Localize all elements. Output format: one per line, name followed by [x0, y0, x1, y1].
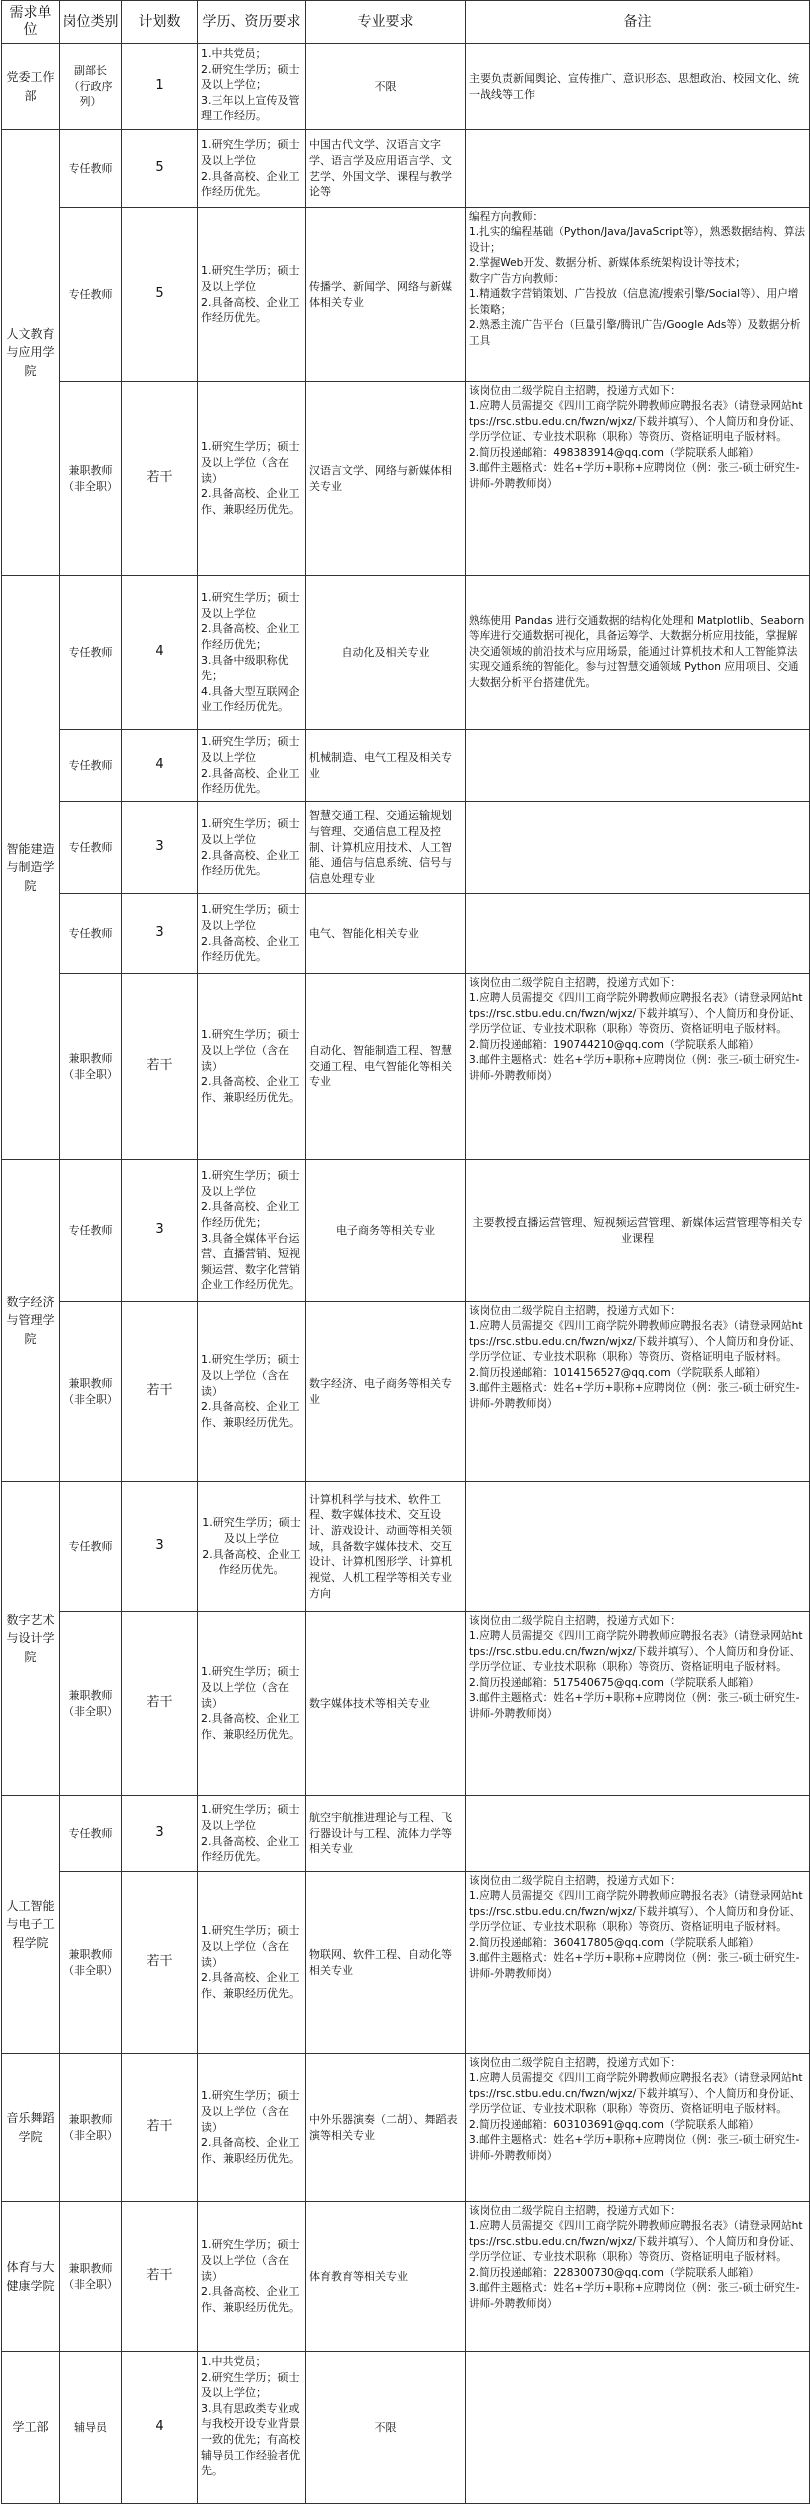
table-row	[2, 130, 810, 208]
table-row	[2, 894, 810, 974]
cell-major: 不限	[306, 2352, 466, 2504]
cell-notes: 主要教授直播运营管理、短视频运营管理、新媒体运营管理等相关专业课程	[466, 1160, 810, 1302]
cell-type: 兼职教师 （非全职）	[60, 2202, 122, 2352]
table-row	[2, 2352, 810, 2504]
cell-count: 3	[122, 802, 198, 894]
cell-major: 自动化、智能制造工程、智慧交通工程、电气智能化等相关专业	[306, 974, 466, 1160]
cell-edu: 1.研究生学历；硕士及以上学位 2.具备高校、企业工作经历优先。	[198, 730, 306, 802]
cell-edu: 1.研究生学历；硕士及以上学位（含在读） 2.具备高校、企业工作、兼职经历优先。	[198, 974, 306, 1160]
cell-type: 专任教师	[60, 208, 122, 382]
table-row	[2, 576, 810, 730]
cell-major: 智慧交通工程、交通运输规划与管理、交通信息工程及控制、计算机应用技术、人工智能、通信与信息系统、信号与信息处理专业	[306, 802, 466, 894]
cell-edu: 1.研究生学历；硕士及以上学位（含在读） 2.具备高校、企业工作、兼职经历优先。	[198, 2054, 306, 2202]
cell-notes: 该岗位由二级学院自主招聘，投递方式如下： 1.应聘人员需提交《四川工商学院外聘教师应聘报名表》（请登录网站https://rsc.stbu.edu.cn/fwzn/wjxz/下载并填写）、个人简历和身份证、学历学位证、专业技术职称（职称）等资历、资格证明电子版材料。 2.简历投递邮箱：228300730@qq.com（学院联系人邮箱） 3.邮件主题格式：姓名+学历+职称+应聘岗位（例：张三-硕士研究生-讲师-外聘教师岗）	[466, 2202, 810, 2352]
table-row	[2, 730, 810, 802]
cell-type: 兼职教师 （非全职）	[60, 1302, 122, 1482]
cell-major: 传播学、新闻学、网络与新媒体相关专业	[306, 208, 466, 382]
table-row	[2, 382, 810, 576]
cell-type: 专任教师	[60, 1482, 122, 1612]
cell-type: 专任教师	[60, 130, 122, 208]
cell-type: 专任教师	[60, 802, 122, 894]
cell-unit: 数字艺术与设计学院	[2, 1482, 60, 1796]
table-row	[2, 2054, 810, 2202]
table-row	[2, 44, 810, 130]
cell-edu: 1.研究生学历；硕士及以上学位 2.具备高校、企业工作经历优先。	[198, 1796, 306, 1872]
cell-count: 5	[122, 208, 198, 382]
cell-type: 兼职教师 （非全职）	[60, 1872, 122, 2054]
table-row	[2, 1482, 810, 1612]
cell-notes	[466, 130, 810, 208]
cell-count: 3	[122, 1796, 198, 1872]
cell-count: 若干	[122, 1872, 198, 2054]
cell-major: 数字经济、电子商务等相关专业	[306, 1302, 466, 1482]
cell-type: 专任教师	[60, 576, 122, 730]
cell-edu: 1.研究生学历；硕士及以上学位 2.具备高校、企业工作经历优先； 3.具备全媒体平台运营、直播营销、短视频运营、数字化营销企业工作经历优先。	[198, 1160, 306, 1302]
cell-notes: 该岗位由二级学院自主招聘，投递方式如下： 1.应聘人员需提交《四川工商学院外聘教师应聘报名表》（请登录网站https://rsc.stbu.edu.cn/fwzn/wjxz/下载并填写）、个人简历和身份证、学历学位证、专业技术职称（职称）等资历、资格证明电子版材料。 2.简历投递邮箱：603103691@qq.com（学院联系人邮箱） 3.邮件主题格式：姓名+学历+职称+应聘岗位（例：张三-硕士研究生-讲师-外聘教师岗）	[466, 2054, 810, 2202]
cell-count: 3	[122, 894, 198, 974]
cell-notes: 该岗位由二级学院自主招聘，投递方式如下： 1.应聘人员需提交《四川工商学院外聘教师应聘报名表》（请登录网站https://rsc.stbu.edu.cn/fwzn/wjxz/下载并填写）、个人简历和身份证、学历学位证、专业技术职称（职称）等资历、资格证明电子版材料。 2.简历投递邮箱：517540675@qq.com（学院联系人邮箱） 3.邮件主题格式：姓名+学历+职称+应聘岗位（例：张三-硕士研究生-讲师-外聘教师岗）	[466, 1612, 810, 1796]
cell-edu: 1.研究生学历；硕士及以上学位 2.具备高校、企业工作经历优先。	[198, 130, 306, 208]
cell-unit: 人文教育与应用学院	[2, 130, 60, 576]
cell-unit: 人工智能与电子工程学院	[2, 1796, 60, 2054]
cell-notes	[466, 894, 810, 974]
cell-major: 体育教育等相关专业	[306, 2202, 466, 2352]
cell-type: 专任教师	[60, 894, 122, 974]
cell-major: 自动化及相关专业	[306, 576, 466, 730]
cell-major: 航空宇航推进理论与工程、飞行器设计与工程、流体力学等相关专业	[306, 1796, 466, 1872]
cell-notes	[466, 802, 810, 894]
header-count: 计划数	[122, 1, 198, 44]
cell-notes: 该岗位由二级学院自主招聘，投递方式如下： 1.应聘人员需提交《四川工商学院外聘教师应聘报名表》（请登录网站https://rsc.stbu.edu.cn/fwzn/wjxz/下载并填写）、个人简历和身份证、学历学位证、专业技术职称（职称）等资历、资格证明电子版材料。 2.简历投递邮箱：360417805@qq.com（学院联系人邮箱） 3.邮件主题格式：姓名+学历+职称+应聘岗位（例：张三-硕士研究生-讲师-外聘教师岗）	[466, 1872, 810, 2054]
table-row	[2, 2202, 810, 2352]
cell-unit: 体育与大健康学院	[2, 2202, 60, 2352]
cell-major: 中国古代文学、汉语言文字学、语言学及应用语言学、文艺学、外国文学、课程与教学论等	[306, 130, 466, 208]
cell-edu: 1.中共党员； 2.研究生学历；硕士及以上学位； 3.具有思政类专业或与我校开设专业背景一致的优先；有高校辅导员工作经验者优先。	[198, 2352, 306, 2504]
recruitment-table	[1, 0, 810, 2504]
table-row	[2, 1612, 810, 1796]
table-row	[2, 974, 810, 1160]
header-type: 岗位类别	[60, 1, 122, 44]
header-major: 专业要求	[306, 1, 466, 44]
cell-major: 电子商务等相关专业	[306, 1160, 466, 1302]
cell-count: 4	[122, 576, 198, 730]
cell-major: 计算机科学与技术、软件工程、数字媒体技术、交互设计、游戏设计、动画等相关领域，具备数字媒体技术、交互设计、计算机图形学、计算机视觉、人机工程学等相关专业方向	[306, 1482, 466, 1612]
cell-type: 兼职教师 （非全职）	[60, 382, 122, 576]
table-row	[2, 1302, 810, 1482]
table-row	[2, 1796, 810, 1872]
cell-edu: 1.研究生学历；硕士及以上学位 2.具备高校、企业工作经历优先。	[198, 802, 306, 894]
cell-edu: 1.研究生学历；硕士及以上学位 2.具备高校、企业工作经历优先； 3.具备中级职称优先； 4.具备大型互联网企业工作经历优先。	[198, 576, 306, 730]
cell-count: 若干	[122, 1612, 198, 1796]
cell-unit: 学工部	[2, 2352, 60, 2504]
cell-major: 物联网、软件工程、自动化等相关专业	[306, 1872, 466, 2054]
cell-type: 兼职教师 （非全职）	[60, 1612, 122, 1796]
header-edu: 学历、资历要求	[198, 1, 306, 44]
header-unit: 需求单位	[2, 1, 60, 44]
cell-major: 不限	[306, 44, 466, 130]
cell-notes: 熟练使用 Pandas 进行交通数据的结构化处理和 Matplotlib、Seaborn 等库进行交通数据可视化，具备运筹学、大数据分析应用技能，掌握解决交通领域的前沿技术与应用场景，能通过计算机技术和人工智能算法实现交通系统的智能化。参与过智慧交通领域 Python 应用项目、交通大数据分析平台搭建优先。	[466, 576, 810, 730]
table-header-row	[2, 1, 810, 44]
cell-major: 数字媒体技术等相关专业	[306, 1612, 466, 1796]
cell-unit: 智能建造与制造学院	[2, 576, 60, 1160]
cell-type: 兼职教师 （非全职）	[60, 974, 122, 1160]
cell-notes: 编程方向教师： 1.扎实的编程基础（Python/Java/JavaScript等），熟悉数据结构、算法设计； 2.掌握Web开发、数据分析、新媒体系统架构设计等技术； 数字广告方向教师： 1.精通数字营销策划、广告投放（信息流/搜索引擎/Social等）、用户增长策略； 2.熟悉主流广告平台（巨量引擎/腾讯广告/Google Ads等）及数据分析工具	[466, 208, 810, 382]
cell-edu: 1.研究生学历；硕士及以上学位（含在读） 2.具备高校、企业工作、兼职经历优先。	[198, 382, 306, 576]
cell-unit: 党委工作部	[2, 44, 60, 130]
cell-count: 3	[122, 1482, 198, 1612]
cell-notes: 该岗位由二级学院自主招聘，投递方式如下： 1.应聘人员需提交《四川工商学院外聘教师应聘报名表》（请登录网站https://rsc.stbu.edu.cn/fwzn/wjxz/下载并填写）、个人简历和身份证、学历学位证、专业技术职称（职称）等资历、资格证明电子版材料。 2.简历投递邮箱：498383914@qq.com（学院联系人邮箱） 3.邮件主题格式：姓名+学历+职称+应聘岗位（例：张三-硕士研究生-讲师-外聘教师岗）	[466, 382, 810, 576]
cell-notes	[466, 2352, 810, 2504]
table-row	[2, 802, 810, 894]
cell-notes: 该岗位由二级学院自主招聘，投递方式如下： 1.应聘人员需提交《四川工商学院外聘教师应聘报名表》（请登录网站https://rsc.stbu.edu.cn/fwzn/wjxz/下载并填写）、个人简历和身份证、学历学位证、专业技术职称（职称）等资历、资格证明电子版材料。 2.简历投递邮箱：1014156527@qq.com（学院联系人邮箱） 3.邮件主题格式：姓名+学历+职称+应聘岗位（例：张三-硕士研究生-讲师-外聘教师岗）	[466, 1302, 810, 1482]
cell-count: 1	[122, 44, 198, 130]
cell-edu: 1.研究生学历；硕士及以上学位 2.具备高校、企业工作经历优先。	[198, 894, 306, 974]
cell-count: 3	[122, 1160, 198, 1302]
cell-edu: 1.研究生学历；硕士及以上学位（含在读） 2.具备高校、企业工作、兼职经历优先。	[198, 1612, 306, 1796]
cell-edu: 1.研究生学历；硕士及以上学位 2.具备高校、企业工作经历优先。	[198, 1482, 306, 1612]
cell-type: 副部长 （行政序列）	[60, 44, 122, 130]
cell-unit: 音乐舞蹈学院	[2, 2054, 60, 2202]
cell-unit: 数字经济与管理学院	[2, 1160, 60, 1482]
cell-major: 机械制造、电气工程及相关专业	[306, 730, 466, 802]
cell-count: 若干	[122, 1302, 198, 1482]
table-row	[2, 1872, 810, 2054]
cell-type: 兼职教师 （非全职）	[60, 2054, 122, 2202]
cell-edu: 1.研究生学历；硕士及以上学位（含在读） 2.具备高校、企业工作、兼职经历优先。	[198, 2202, 306, 2352]
cell-edu: 1.研究生学历；硕士及以上学位 2.具备高校、企业工作经历优先。	[198, 208, 306, 382]
cell-major: 汉语言文学、网络与新媒体相关专业	[306, 382, 466, 576]
header-notes: 备注	[466, 1, 810, 44]
cell-count: 4	[122, 730, 198, 802]
cell-major: 电气、智能化相关专业	[306, 894, 466, 974]
cell-edu: 1.研究生学历；硕士及以上学位（含在读） 2.具备高校、企业工作、兼职经历优先。	[198, 1302, 306, 1482]
cell-count: 5	[122, 130, 198, 208]
cell-type: 专任教师	[60, 730, 122, 802]
cell-count: 4	[122, 2352, 198, 2504]
cell-count: 若干	[122, 2202, 198, 2352]
cell-notes	[466, 730, 810, 802]
table-row	[2, 1160, 810, 1302]
cell-type: 辅导员	[60, 2352, 122, 2504]
cell-notes	[466, 1482, 810, 1612]
table-row	[2, 208, 810, 382]
cell-count: 若干	[122, 974, 198, 1160]
cell-major: 中外乐器演奏（二胡）、舞蹈表演等相关专业	[306, 2054, 466, 2202]
cell-count: 若干	[122, 382, 198, 576]
cell-edu: 1.研究生学历；硕士及以上学位（含在读） 2.具备高校、企业工作、兼职经历优先。	[198, 1872, 306, 2054]
cell-edu: 1.中共党员； 2.研究生学历；硕士及以上学位； 3.三年以上宣传及管理工作经历。	[198, 44, 306, 130]
cell-notes: 主要负责新闻舆论、宣传推广、意识形态、思想政治、校园文化、统一战线等工作	[466, 44, 810, 130]
cell-count: 若干	[122, 2054, 198, 2202]
cell-type: 专任教师	[60, 1796, 122, 1872]
cell-notes: 该岗位由二级学院自主招聘，投递方式如下： 1.应聘人员需提交《四川工商学院外聘教师应聘报名表》（请登录网站https://rsc.stbu.edu.cn/fwzn/wjxz/下载并填写）、个人简历和身份证、学历学位证、专业技术职称（职称）等资历、资格证明电子版材料。 2.简历投递邮箱：190744210@qq.com（学院联系人邮箱） 3.邮件主题格式：姓名+学历+职称+应聘岗位（例：张三-硕士研究生-讲师-外聘教师岗）	[466, 974, 810, 1160]
cell-notes	[466, 1796, 810, 1872]
cell-type: 专任教师	[60, 1160, 122, 1302]
